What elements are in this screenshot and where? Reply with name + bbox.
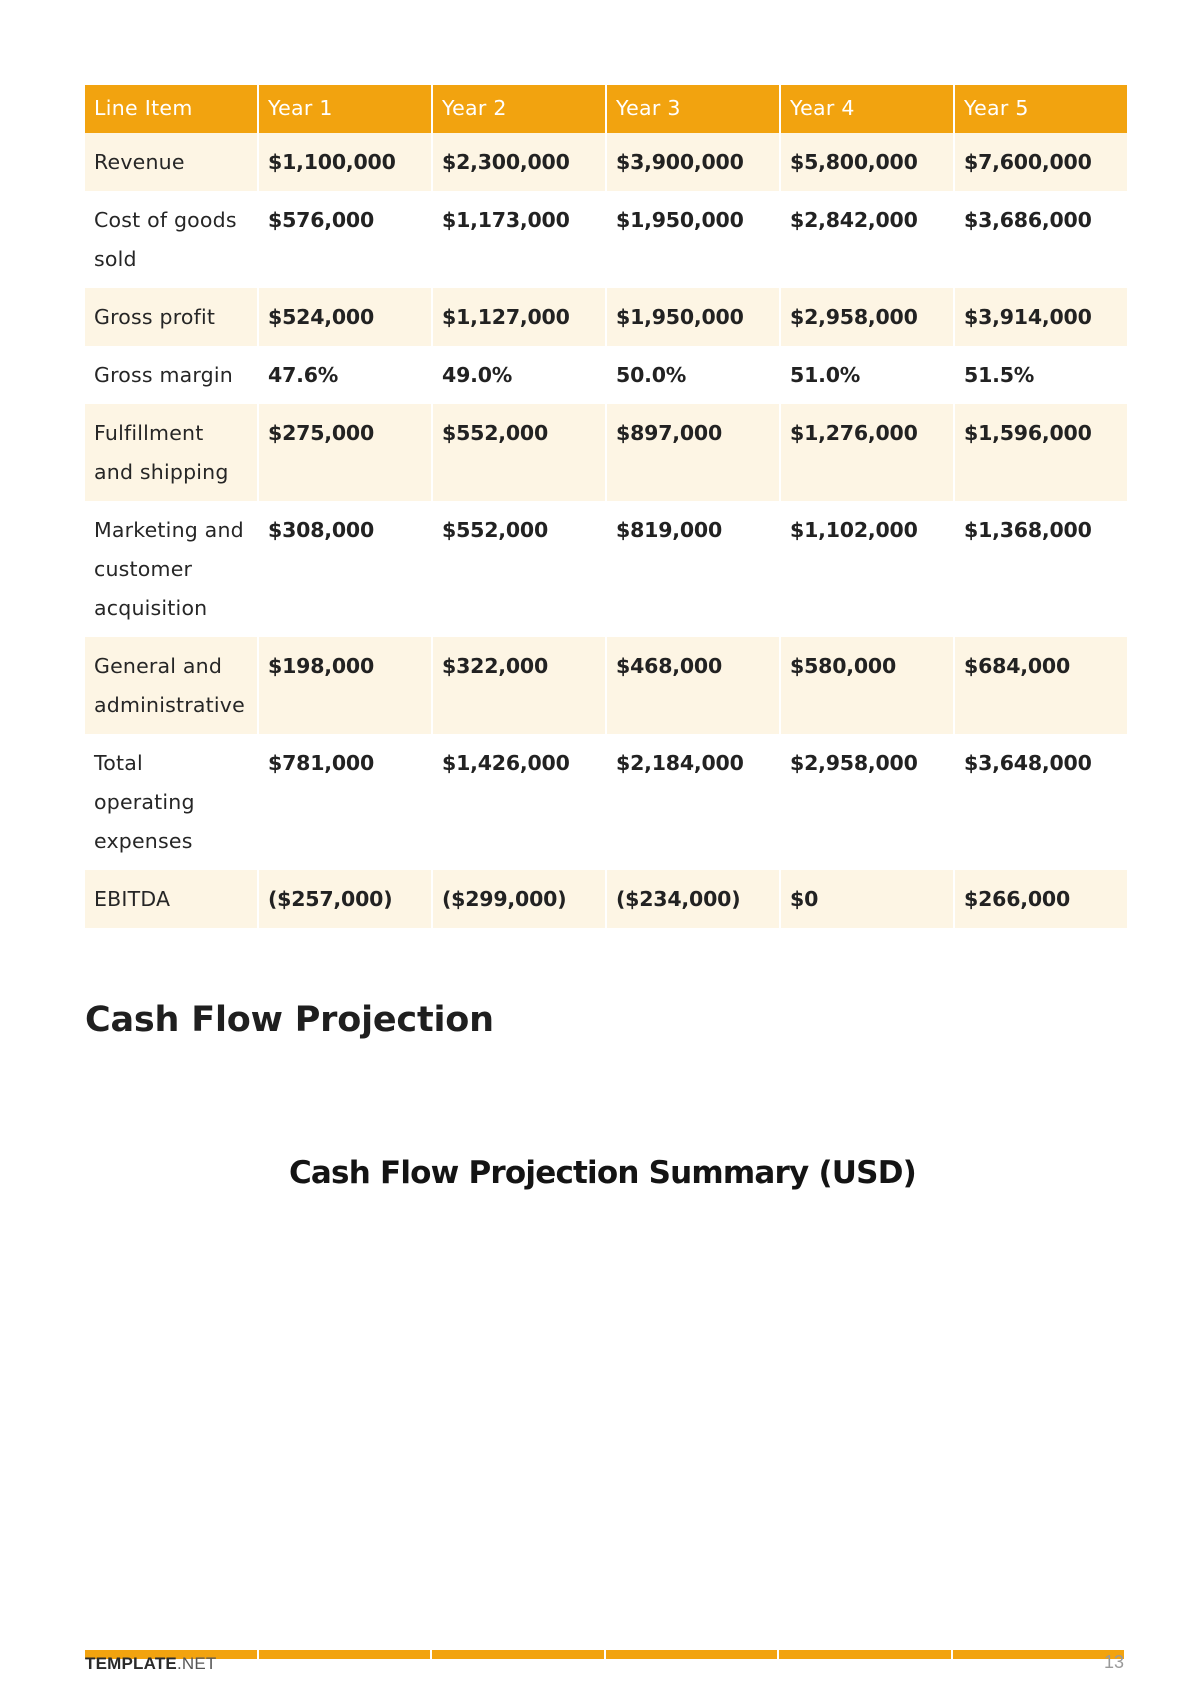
column-header: Year 2 bbox=[433, 85, 605, 133]
table-cell: $781,000 bbox=[259, 734, 431, 870]
logo-text-light: .NET bbox=[176, 1654, 217, 1673]
table-cell: $897,000 bbox=[607, 404, 779, 501]
row-label: Gross profit bbox=[85, 288, 257, 346]
table-cell: $2,184,000 bbox=[607, 734, 779, 870]
table-row bbox=[85, 404, 1127, 501]
table-cell: $580,000 bbox=[781, 637, 953, 734]
table-row bbox=[85, 637, 1127, 734]
table-cell: $266,000 bbox=[955, 870, 1127, 928]
table-cell: $0 bbox=[781, 870, 953, 928]
row-label: Total operating expenses bbox=[85, 734, 257, 870]
row-label: Gross margin bbox=[85, 346, 257, 404]
table-cell: $198,000 bbox=[259, 637, 431, 734]
table-cell: $524,000 bbox=[259, 288, 431, 346]
table-cell: $1,426,000 bbox=[433, 734, 605, 870]
table-cell: $275,000 bbox=[259, 404, 431, 501]
footer-bar-segment bbox=[953, 1650, 1125, 1659]
column-header: Year 4 bbox=[781, 85, 953, 133]
table-cell: ($257,000) bbox=[259, 870, 431, 928]
table-cell: $1,950,000 bbox=[607, 191, 779, 288]
footer-bar-segment bbox=[606, 1650, 778, 1659]
column-header: Year 3 bbox=[607, 85, 779, 133]
table-cell: $3,914,000 bbox=[955, 288, 1127, 346]
table-row bbox=[85, 501, 1127, 637]
table-cell: $2,842,000 bbox=[781, 191, 953, 288]
logo-text-bold: TEMPLATE bbox=[85, 1654, 177, 1673]
table-row bbox=[85, 191, 1127, 288]
column-header: Year 5 bbox=[955, 85, 1127, 133]
table-row bbox=[85, 133, 1127, 191]
column-header: Line Item bbox=[85, 85, 257, 133]
table-cell: $552,000 bbox=[433, 501, 605, 637]
table-cell: $3,648,000 bbox=[955, 734, 1127, 870]
column-header: Year 1 bbox=[259, 85, 431, 133]
table-cell: $1,127,000 bbox=[433, 288, 605, 346]
table-cell: 51.5% bbox=[955, 346, 1127, 404]
table-cell: $3,900,000 bbox=[607, 133, 779, 191]
table-cell: $1,368,000 bbox=[955, 501, 1127, 637]
row-label: EBITDA bbox=[85, 870, 257, 928]
table-cell: $5,800,000 bbox=[781, 133, 953, 191]
table-cell: $2,958,000 bbox=[781, 288, 953, 346]
table-cell: $308,000 bbox=[259, 501, 431, 637]
table-cell: $1,950,000 bbox=[607, 288, 779, 346]
table-row bbox=[85, 870, 1127, 928]
table-cell: 47.6% bbox=[259, 346, 431, 404]
table-cell: $1,100,000 bbox=[259, 133, 431, 191]
table-cell: $2,300,000 bbox=[433, 133, 605, 191]
table-cell: $2,958,000 bbox=[781, 734, 953, 870]
table-header-row bbox=[85, 85, 1127, 133]
page-number: 13 bbox=[1103, 1652, 1124, 1672]
table-cell: ($234,000) bbox=[607, 870, 779, 928]
table-cell: $552,000 bbox=[433, 404, 605, 501]
row-label: Revenue bbox=[85, 133, 257, 191]
table-cell: $684,000 bbox=[955, 637, 1127, 734]
footer-bar-segment bbox=[432, 1650, 604, 1659]
table-row bbox=[85, 734, 1127, 870]
footer-bar-segment bbox=[779, 1650, 951, 1659]
row-label: Cost of goods sold bbox=[85, 191, 257, 288]
table-row bbox=[85, 346, 1127, 404]
table-cell: $1,596,000 bbox=[955, 404, 1127, 501]
footer-bar-segment bbox=[259, 1650, 431, 1659]
row-label: General and administrative bbox=[85, 637, 257, 734]
table-cell: 50.0% bbox=[607, 346, 779, 404]
table-cell: $468,000 bbox=[607, 637, 779, 734]
table-cell: $1,173,000 bbox=[433, 191, 605, 288]
table-row bbox=[85, 288, 1127, 346]
row-label: Marketing and customer acquisition bbox=[85, 501, 257, 637]
table-cell: $7,600,000 bbox=[955, 133, 1127, 191]
footer-logo bbox=[85, 1654, 216, 1674]
table-cell: $1,102,000 bbox=[781, 501, 953, 637]
footer-accent-bar bbox=[85, 1650, 1124, 1659]
chart-title: Cash Flow Projection Summary (USD) bbox=[288, 1155, 917, 1191]
table-cell: 49.0% bbox=[433, 346, 605, 404]
table-cell: $576,000 bbox=[259, 191, 431, 288]
table-cell: $819,000 bbox=[607, 501, 779, 637]
table-cell: ($299,000) bbox=[433, 870, 605, 928]
table-cell: $3,686,000 bbox=[955, 191, 1127, 288]
income-statement-table bbox=[83, 85, 1129, 928]
row-label: Fulfillment and shipping bbox=[85, 404, 257, 501]
table-cell: $322,000 bbox=[433, 637, 605, 734]
table-cell: 51.0% bbox=[781, 346, 953, 404]
table-cell: $1,276,000 bbox=[781, 404, 953, 501]
section-heading: Cash Flow Projection bbox=[85, 1000, 494, 1040]
